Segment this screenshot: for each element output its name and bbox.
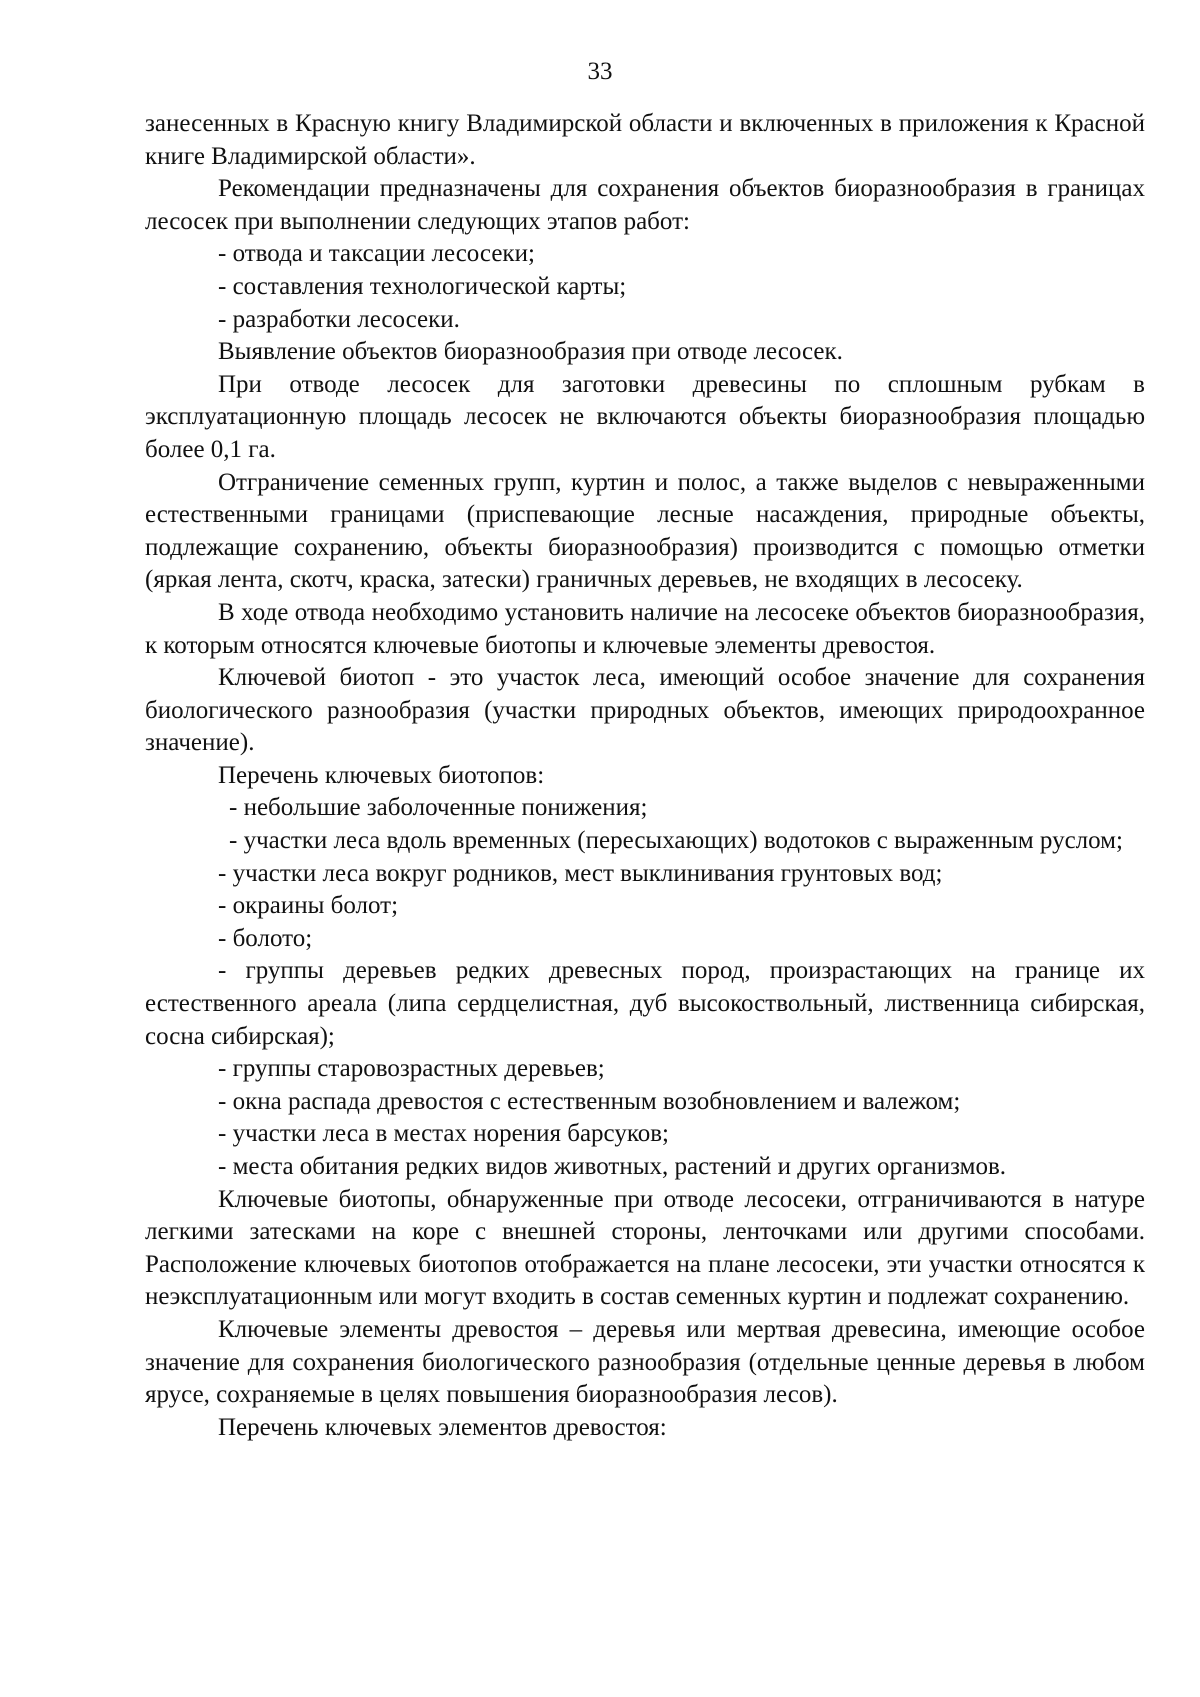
paragraph-biotope-marking: Ключевые биотопы, обнаруженные при отводе лесосеки, отграничиваются в натуре легкими затесками на коре с внешней стороны, ленточками или другими способами. Расположение ключевых биотопов отображается на плане лесосеки, эти участки относятся к неэксплуатационным или могут входить в состав семенных куртин и подлежат сохранению. xyxy=(145,1185,1145,1311)
list-item-biotope: - группы деревьев редких древесных пород, произрастающих на границе их естественного ареала (липа сердцелистная, дуб высокоствольный, лиственница сибирская, сосна сибирская); xyxy=(145,957,1145,1050)
document-body xyxy=(145,108,1145,1444)
list-heading-key-elements: Перечень ключевых элементов древостоя: xyxy=(218,1413,667,1441)
paragraph-key-elements-definition: Ключевые элементы древостоя – деревья или мертвая древесина, имеющие особое значение для сохранения биологического разнообразия (отдельные ценные деревья в любом ярусе, сохраняемые в целях повышения биоразнообразия лесов). xyxy=(145,1315,1145,1409)
list-item-biotope: - болото; xyxy=(218,924,313,952)
list-item-stage: - составления технологической карты; xyxy=(218,272,627,300)
page-number: 33 xyxy=(587,58,613,85)
paragraph-allotment: В ходе отвода необходимо установить наличие на лесосеке объектов биоразнообразия, к которым относятся ключевые биотопы и ключевые элементы древостоя. xyxy=(145,598,1145,659)
list-heading-key-biotopes: Перечень ключевых биотопов: xyxy=(218,761,545,789)
paragraph-delimitation: Отграничение семенных групп, куртин и полос, а также выделов с невыраженными естественными границами (приспевающие лесные насаждения, природные объекты, подлежащие сохранению, объекты биоразнообразия) производится с помощью отметки (яркая лента, скотч, краска, затески) граничных деревьев, не входящих в лесосеку. xyxy=(145,468,1145,594)
list-item-biotope: - участки леса вокруг родников, мест выклинивания грунтовых вод; xyxy=(218,859,943,887)
paragraph-continuation: занесенных в Красную книгу Владимирской области и включенных в приложения к Красной книге Владимирской области». xyxy=(145,110,1145,170)
section-heading: Выявление объектов биоразнообразия при отводе лесосек. xyxy=(218,338,843,366)
list-item-biotope: - участки леса в местах норения барсуков; xyxy=(218,1120,669,1148)
list-item-biotope: - окраины болот; xyxy=(218,892,399,920)
list-item-biotope: - участки леса вдоль временных (пересыхающих) водотоков с выраженным руслом; xyxy=(229,827,1123,855)
list-item-stage: - разработки лесосеки. xyxy=(218,305,460,333)
list-item-biotope: - места обитания редких видов животных, растений и других организмов. xyxy=(218,1153,1007,1180)
paragraph-clearcut: При отводе лесосек для заготовки древесины по сплошным рубкам в эксплуатационную площадь лесосек не включаются объекты биоразнообразия площадью более 0,1 га. xyxy=(145,370,1145,463)
list-item-biotope: - небольшие заболоченные понижения; xyxy=(229,794,648,822)
paragraph-key-biotope-definition: Ключевой биотоп - это участок леса, имеющий особое значение для сохранения биологического разнообразия (участки природных объектов, имеющих природоохранное значение). xyxy=(145,664,1145,757)
paragraph-recommendations: Рекомендации предназначены для сохранения объектов биоразнообразия в границах лесосек при выполнении следующих этапов работ: xyxy=(145,175,1145,235)
list-item-stage: - отвода и таксации лесосеки; xyxy=(218,240,535,268)
list-item-biotope: - группы старовозрастных деревьев; xyxy=(218,1055,605,1083)
list-item-biotope: - окна распада древостоя с естественным возобновлением и валежом; xyxy=(218,1087,961,1115)
